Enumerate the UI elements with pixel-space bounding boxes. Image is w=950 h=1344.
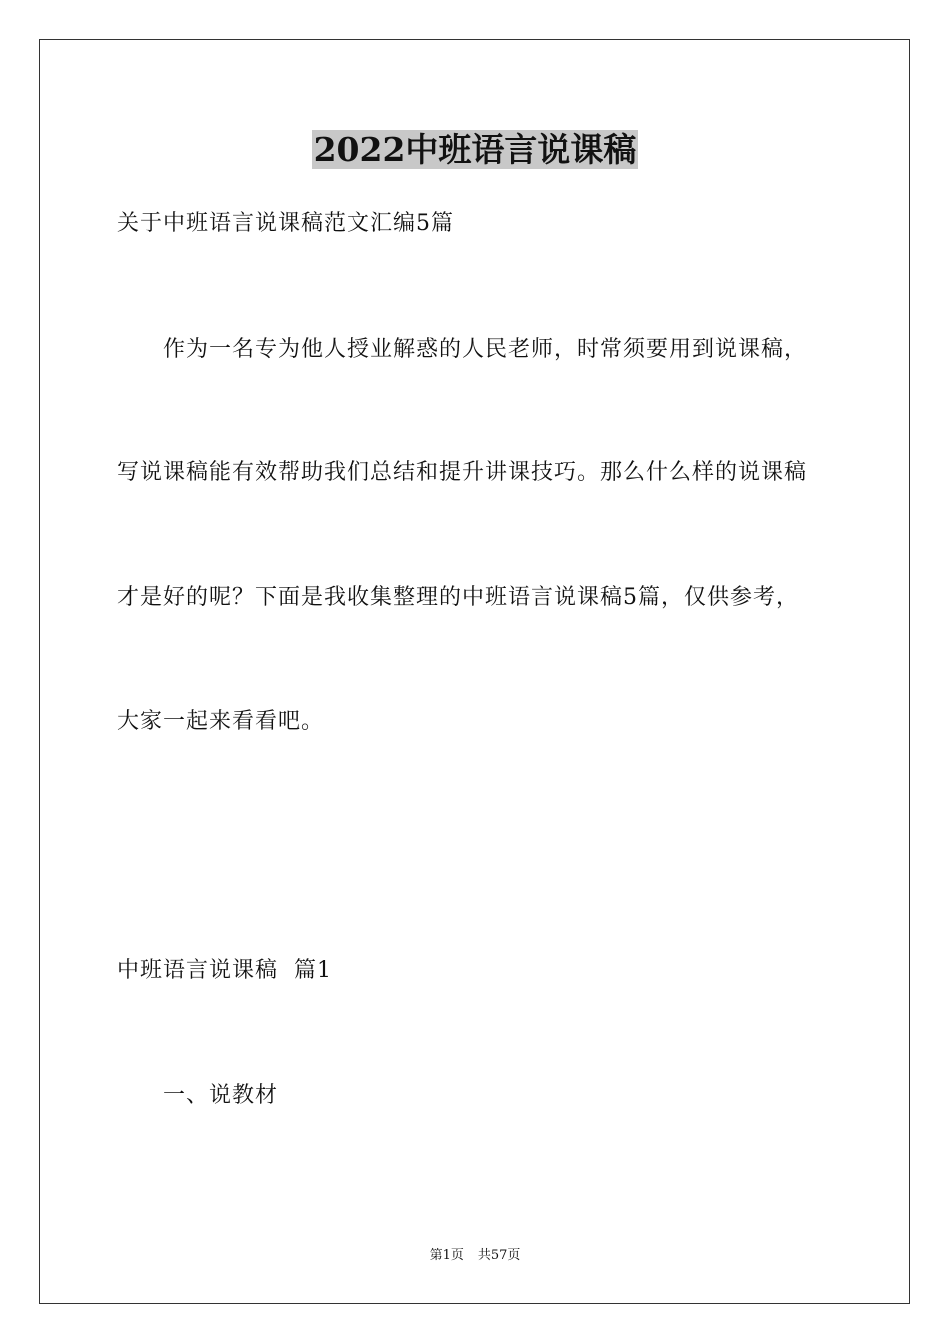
- page-footer: [0, 1247, 950, 1265]
- document-title-text: 2022中班语言说课稿: [313, 130, 637, 169]
- document-subtitle: 关于中班语言说课稿范文汇编5篇: [117, 211, 454, 236]
- intro-paragraph-line-4: 大家一起来看看吧。: [117, 709, 325, 734]
- section-heading: 中班语言说课稿 篇1: [117, 958, 332, 983]
- document-title: [0, 128, 950, 172]
- subsection-heading: 一、说教材: [163, 1083, 279, 1108]
- intro-paragraph-line-2: 写说课稿能有效帮助我们总结和提升讲课技巧。那么什么样的说课稿: [117, 460, 808, 485]
- intro-paragraph-line-1: 作为一名专为他人授业解惑的人民老师，时常须要用到说课稿，: [163, 337, 808, 362]
- intro-paragraph-line-3: 才是好的呢？下面是我收集整理的中班语言说课稿5篇，仅供参考，: [117, 585, 799, 610]
- page-total: 共57页: [477, 1248, 521, 1263]
- page-number: 第1页: [429, 1248, 464, 1263]
